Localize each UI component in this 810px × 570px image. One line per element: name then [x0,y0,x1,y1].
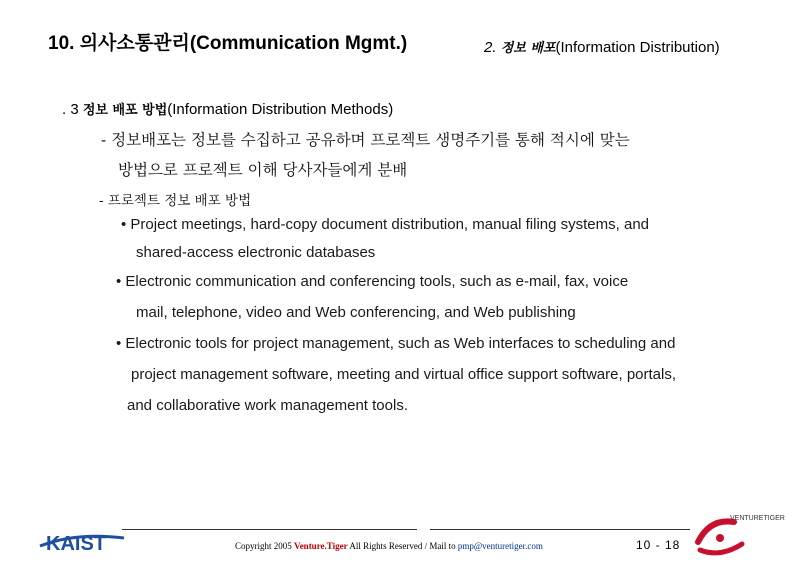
methods-heading: - 프로젝트 정보 배포 방법 [99,193,252,209]
bullet-1-line-2: shared-access electronic databases [136,244,376,261]
section-title-english: (Information Distribution) [555,39,720,56]
copyright-middle: All Rights Reserved / Mail to [347,541,458,551]
bullet-2-line-1: • Electronic communication and conferencing tools, such as e-mail, fax, voice [116,273,629,290]
intro-line-2: 방법으로 프로젝트 이해 당사자들에게 분배 [118,161,408,179]
venturetiger-logo-text: VENTURETIGER [730,515,785,522]
subsection-title [62,99,393,118]
main-title: 10. 의사소통관리(Communication Mgmt.) [48,33,408,54]
page-number: 10 - 18 [636,538,681,552]
subsection-title-korean: 정보 배포 방법 [82,103,168,118]
subsection-title-english: (Information Distribution Methods) [167,101,394,118]
bullet-3-line-3: and collaborative work management tools. [127,397,408,414]
bullet-2-line-2: mail, telephone, video and Web conferencing, and Web publishing [136,304,576,321]
bullet-3-line-2: project management software, meeting and virtual office support software, portals, [131,366,677,383]
copyright-notice [235,541,543,551]
copyright-brand: Venture.Tiger [294,541,348,551]
footer-divider-left [122,529,417,530]
footer-divider-right [430,529,690,530]
kaist-logo [36,526,126,558]
copyright-prefix: Copyright 2005 [235,541,295,551]
bullet-1-line-1: • Project meetings, hard-copy document distribution, manual filing systems, and [121,216,650,233]
section-number: 2. [484,39,501,56]
bullet-3-line-1: • Electronic tools for project management, such as Web interfaces to scheduling and [116,335,676,352]
section-title-korean: 정보 배포 [500,41,556,56]
venturetiger-logo [690,508,800,560]
kaist-logo-text: KAIST [46,533,106,555]
copyright-email-link[interactable]: pmp@venturetiger.com [457,541,543,551]
subsection-number: . 3 [62,101,83,118]
intro-line-1: - 정보배포는 정보를 수집하고 공유하며 프로젝트 생명주기를 통해 적시에 맞는 [101,131,630,149]
section-title [484,37,720,56]
